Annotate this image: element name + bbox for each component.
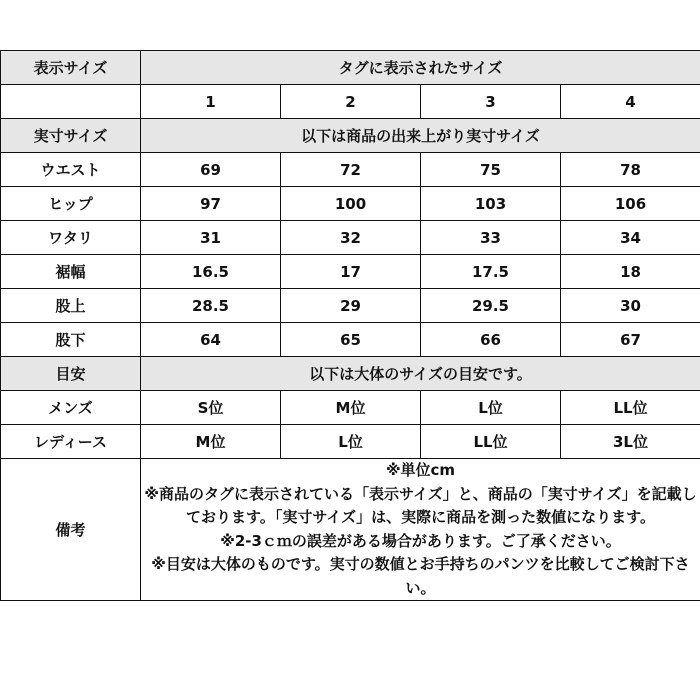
- cell: 3L位: [561, 425, 700, 459]
- guide-header-row: [1, 357, 700, 391]
- cell: 67: [561, 323, 700, 357]
- cell: 28.5: [141, 289, 281, 323]
- size-2: 2: [281, 85, 421, 119]
- cell: 29: [281, 289, 421, 323]
- cell: 65: [281, 323, 421, 357]
- row-label-inseam: 股下: [1, 323, 141, 357]
- row-label-hem-width: 裾幅: [1, 255, 141, 289]
- cell: M位: [281, 391, 421, 425]
- cell: 72: [281, 153, 421, 187]
- tag-size-label: タグに表示されたサイズ: [141, 51, 700, 85]
- cell: 33: [421, 221, 561, 255]
- row-label-thigh: ワタリ: [1, 221, 141, 255]
- row-label-hip: ヒップ: [1, 187, 141, 221]
- actual-size-header-row: [1, 119, 700, 153]
- cell: 16.5: [141, 255, 281, 289]
- notes-label: 備考: [1, 459, 141, 601]
- cell: 30: [561, 289, 700, 323]
- table-row: [1, 221, 700, 255]
- display-size-label: 表示サイズ: [1, 51, 141, 85]
- cell: 31: [141, 221, 281, 255]
- guide-label: 目安: [1, 357, 141, 391]
- actual-size-label: 実寸サイズ: [1, 119, 141, 153]
- cell: 97: [141, 187, 281, 221]
- cell: 100: [281, 187, 421, 221]
- table-row: [1, 187, 700, 221]
- cell: 29.5: [421, 289, 561, 323]
- table-row: [1, 153, 700, 187]
- cell: 34: [561, 221, 700, 255]
- size-chart-table: [0, 50, 700, 601]
- row-label-mens: メンズ: [1, 391, 141, 425]
- header-row: [1, 51, 700, 85]
- size-1: 1: [141, 85, 281, 119]
- cell: 103: [421, 187, 561, 221]
- note-tolerance: ※2-3ｃｍの誤差がある場合があります。ご了承ください。: [220, 531, 621, 550]
- size-numbers-row: [1, 85, 700, 119]
- note-guide: ※目安は大体のものです。実寸の数値とお手持ちのパンツを比較してご検討下さい。: [151, 555, 690, 597]
- table-row: [1, 425, 700, 459]
- size-4: 4: [561, 85, 700, 119]
- row-label-ladies: レディース: [1, 425, 141, 459]
- cell: L位: [421, 391, 561, 425]
- cell: L位: [281, 425, 421, 459]
- cell: LL位: [421, 425, 561, 459]
- table-row: [1, 323, 700, 357]
- cell: 64: [141, 323, 281, 357]
- cell: 17: [281, 255, 421, 289]
- cell: 75: [421, 153, 561, 187]
- row-label-rise: 股上: [1, 289, 141, 323]
- cell: M位: [141, 425, 281, 459]
- table-row: [1, 255, 700, 289]
- guide-description: 以下は大体のサイズの目安です。: [141, 357, 700, 391]
- note-size-explanation: ※商品のタグに表示されている「表示サイズ」と、商品の「実寸サイズ」を記載しております。「実寸サイズ」は、実際に商品を測った数値になります。: [144, 484, 697, 526]
- cell: 18: [561, 255, 700, 289]
- cell: 78: [561, 153, 700, 187]
- cell: 69: [141, 153, 281, 187]
- actual-size-description: 以下は商品の出来上がり実寸サイズ: [141, 119, 700, 153]
- notes-row: [1, 459, 700, 601]
- cell: LL位: [561, 391, 700, 425]
- table-row: [1, 391, 700, 425]
- size-3: 3: [421, 85, 561, 119]
- empty-cell: [1, 85, 141, 119]
- cell: 106: [561, 187, 700, 221]
- cell: 17.5: [421, 255, 561, 289]
- cell: 66: [421, 323, 561, 357]
- cell: 32: [281, 221, 421, 255]
- cell: S位: [141, 391, 281, 425]
- row-label-waist: ウエスト: [1, 153, 141, 187]
- notes-content: [141, 459, 700, 601]
- note-unit: ※単位cm: [385, 461, 456, 479]
- table-row: [1, 289, 700, 323]
